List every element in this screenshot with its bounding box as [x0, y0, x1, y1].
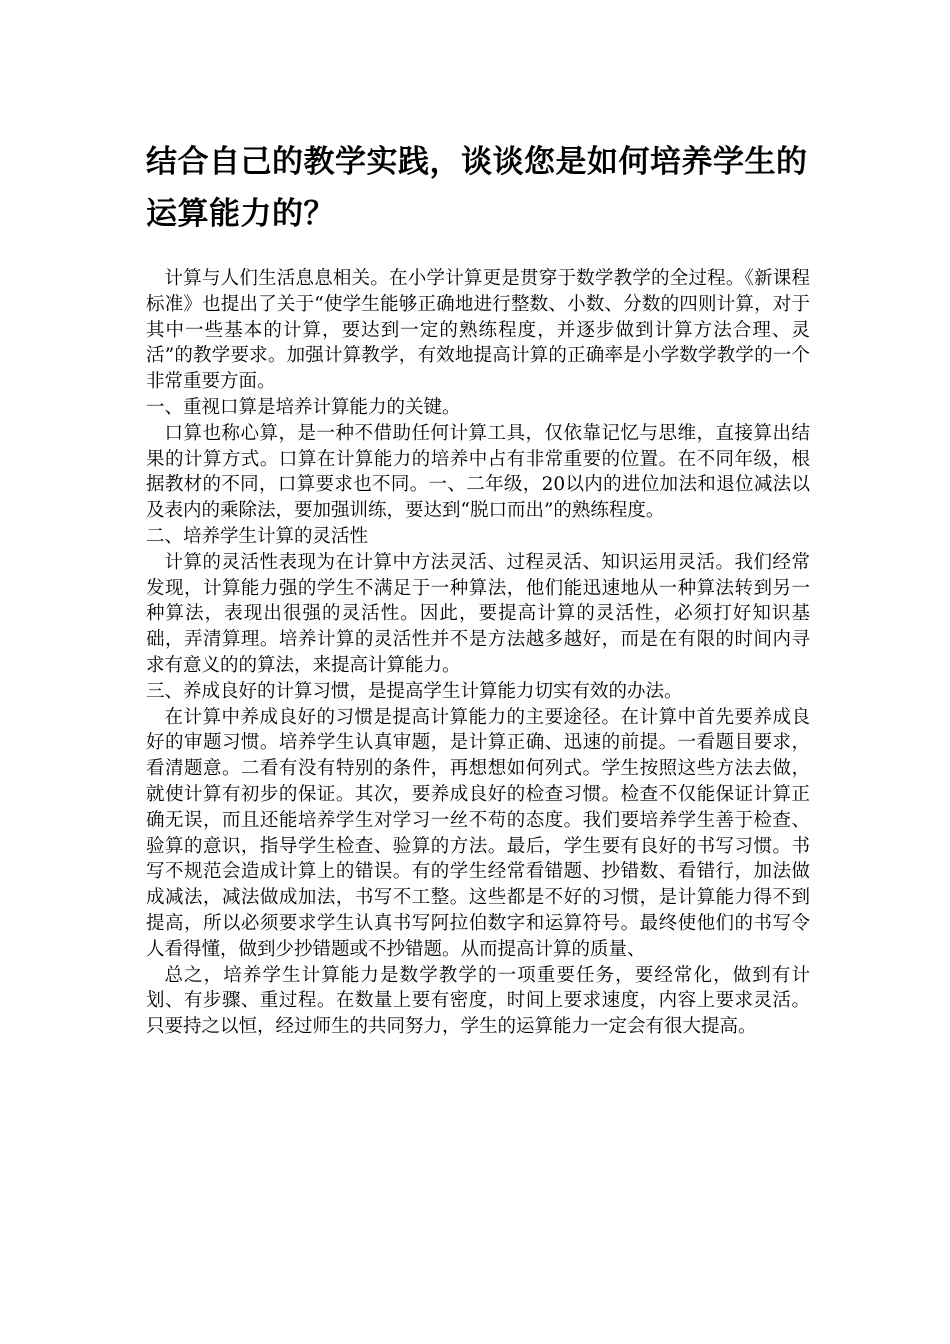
paragraph-intro: 计算与人们生活息息相关。在小学计算更是贯穿于数学教学的全过程。《新课程标准》也提出了关于“使学生能够正确地进行整数、小数、分数的四则计算，对于其中一些基本的计算，要达到一定的熟练程度，并逐步做到计算方法合理、灵活”的教学要求。加强计算教学，有效地提高计算的正确率是小学数学教学的一个非常重要方面。	[146, 268, 810, 393]
document-body	[146, 266, 810, 1040]
paragraph-section-3: 在计算中养成良好的习惯是提高计算能力的主要途径。在计算中首先要养成良好的审题习惯。培养学生认真审题，是计算正确、迅速的前提。一看题目要求，看清题意。二看有没有特别的条件，再想想如何列式。学生按照这些方法去做，就使计算有初步的保证。其次，要养成良好的检查习惯。检查不仅能保证计算正确无误，而且还能培养学生对学习一丝不苟的态度。我们要培养学生善于检查、验算的意识，指导学生检查、验算的方法。最后，学生要有良好的书写习惯。书写不规范会造成计算上的错误。有的学生经常看错题、抄错数、看错行，加法做成减法，减法做成加法，书写不工整。这些都是不好的习惯，是计算能力得不到提高，所以必须要求学生认真书写阿拉伯数字和运算符号。最终使他们的书写令人看得懂，做到少抄错题或不抄错题。从而提高计算的质量、	[146, 706, 810, 960]
section-heading-1: 一、重视口算是培养计算能力的关键。	[146, 396, 461, 418]
document-title: 结合自己的教学实践，谈谈您是如何培养学生的运算能力的？	[146, 144, 808, 232]
paragraph-conclusion: 总之，培养学生计算能力是数学教学的一项重要任务，要经常化，做到有计划、有步骤、重过程。在数量上要有密度，时间上要求速度，内容上要求灵活。只要持之以恒，经过师生的共同努力，学生的运算能力一定会有很大提高。	[146, 964, 810, 1038]
section-heading-2: 二、培养学生计算的灵活性	[146, 525, 369, 547]
paragraph-section-2: 计算的灵活性表现为在计算中方法灵活、过程灵活、知识运用灵活。我们经常发现，计算能力强的学生不满足于一种算法，他们能迅速地从一种算法转到另一种算法，表现出很强的灵活性。因此，要提高计算的灵活性，必须打好知识基础，弄清算理。培养计算的灵活性并不是方法越多越好，而是在有限的时间内寻求有意义的的算法，来提高计算能力。	[146, 551, 810, 676]
paragraph-section-1: 口算也称心算，是一种不借助任何计算工具，仅依靠记忆与思维，直接算出结果的计算方式。口算在计算能力的培养中占有非常重要的位置。在不同年级，根据教材的不同，口算要求也不同。一、二年级，20以内的进位加法和退位减法以及表内的乘除法，要加强训练，要达到“脱口而出”的熟练程度。	[146, 422, 810, 522]
section-heading-3: 三、养成良好的计算习惯，是提高学生计算能力切实有效的办法。	[146, 680, 683, 702]
